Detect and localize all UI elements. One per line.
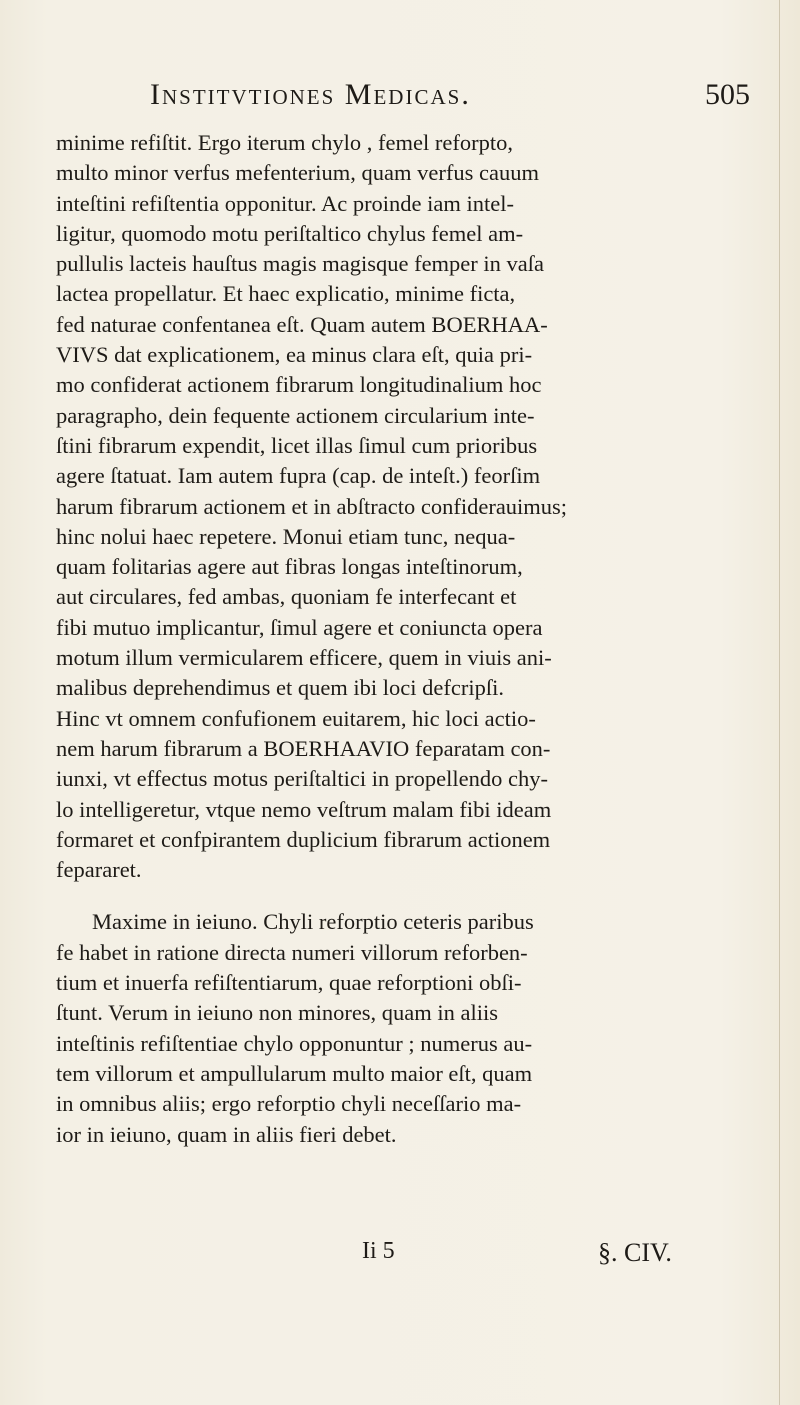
running-title: Institvtiones Medicas. (150, 78, 471, 111)
text-line: ior in ieiuno, quam in aliis fieri debet. (56, 1121, 397, 1147)
text-line: fepararet. (56, 857, 142, 883)
text-line: aut circulares, fed ambas, quoniam fe interfecant et (56, 584, 517, 610)
text-line: ligitur, quomodo motu periſtaltico chylus femel am- (56, 220, 524, 246)
text-line: multo minor verfus mefenterium, quam verfus cauum (56, 160, 539, 186)
page-edge-shadow (779, 0, 780, 1405)
text-line: tem villorum et ampullularum multo maior eſt, quam (56, 1060, 533, 1086)
text-line: lactea propellatur. Et haec explicatio, minime ficta, (56, 281, 516, 307)
page-number: 505 (705, 78, 750, 111)
text-line: Maxime in ieiuno. Chyli reforptio ceteris paribus (92, 909, 534, 935)
page-header (150, 78, 750, 122)
text-line: fibi mutuo implicantur, ſimul agere et coniuncta opera (56, 614, 543, 640)
text-line: Hinc vt omnem confufionem euitarem, hic loci actio- (56, 705, 536, 731)
text-line: in omnibus aliis; ergo reforptio chyli neceſſario ma- (56, 1091, 522, 1117)
text-line: formaret et confpirantem duplicium fibrarum actionem (56, 826, 551, 852)
text-line: inteſtini refiſtentia opponitur. Ac proinde iam intel- (56, 190, 515, 216)
catchword: §. CIV. (598, 1238, 672, 1267)
text-line: fe habet in ratione directa numeri villorum reforben- (56, 939, 528, 965)
text-line: motum illum vermicularem efficere, quem in viuis ani- (56, 645, 552, 671)
text-line: pullulis lacteis hauſtus magis magisque femper in vaſa (56, 251, 545, 277)
text-line: malibus deprehendimus et quem ibi loci defcripſi. (56, 675, 505, 701)
text-line: quam folitarias agere aut fibras longas inteſtinorum, (56, 554, 523, 580)
text-line: inteſtinis refiſtentiae chylo opponuntur ; numerus au- (56, 1030, 533, 1056)
text-line: mo confiderat actionem fibrarum longitudinalium hoc (56, 372, 542, 398)
text-line: nem harum fibrarum a BOERHAAVIO feparatam con- (56, 735, 551, 761)
text-line: tium et inuerfa refiſtentiarum, quae reforptioni obſi- (56, 970, 522, 996)
text-line: hinc nolui haec repetere. Monui etiam tunc, nequa- (56, 523, 516, 549)
text-line: minime refiſtit. Ergo iterum chylo , femel reforpto, (56, 130, 513, 155)
paragraph-2 (56, 907, 760, 1149)
text-line: ſtini fibrarum expendit, licet illas ſimul cum prioribus (56, 432, 538, 458)
text-line: paragrapho, dein fequente actionem circularium inte- (56, 402, 535, 428)
body-text (56, 128, 760, 1150)
text-line: lo intelligeretur, vtque nemo veſtrum malam fibi ideam (56, 796, 552, 822)
text-line: fed naturae confentanea eſt. Quam autem BOERHAA- (56, 311, 548, 337)
text-line: agere ſtatuat. Iam autem fupra (cap. de inteſt.) feorſim (56, 463, 541, 489)
text-line: harum fibrarum actionem et in abſtracto confiderauimus; (56, 493, 568, 519)
signature-mark: Ii 5 (362, 1238, 395, 1264)
paragraph-1 (56, 128, 760, 885)
page-footer (0, 1238, 800, 1274)
text-line: ſtunt. Verum in ieiuno non minores, quam in aliis (56, 1000, 499, 1026)
text-line: VIVS dat explicationem, ea minus clara eſt, quia pri- (56, 342, 533, 368)
text-line: iunxi, vt effectus motus periſtaltici in propellendo chy- (56, 766, 548, 792)
